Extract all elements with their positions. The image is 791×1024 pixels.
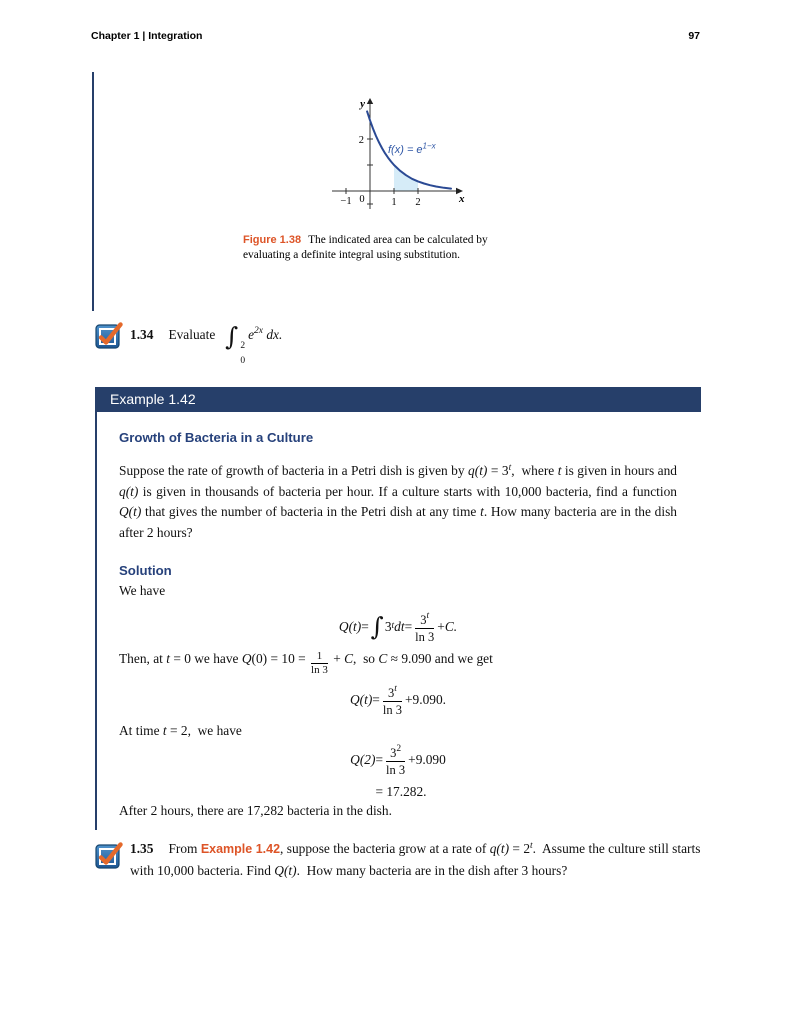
integrand-exponent: 2x: [254, 326, 263, 336]
frac-denominator: ln 3: [415, 629, 435, 644]
checkpoint-prompt: Evaluate: [168, 327, 216, 342]
example-title: Growth of Bacteria in a Culture: [119, 430, 314, 445]
y-tick-label-2: 2: [358, 135, 364, 146]
eq3-row2: = 17.282.: [375, 784, 427, 800]
page-number: 97: [688, 30, 700, 42]
chapter-title: Chapter 1 | Integration: [91, 30, 203, 42]
integrand-base: e: [248, 327, 255, 342]
checkpoint-1-34-content: [130, 324, 701, 369]
example-1-42-link[interactable]: Example 1.42: [200, 842, 281, 856]
frac-numerator-exp: t: [426, 610, 430, 621]
equation-antiderivative: Q(t) = ∫ 3 t dt = $\frac{3^t}{\ln 3}$ + C.: [338, 610, 458, 644]
checkpoint-number: 1.34: [130, 327, 154, 342]
problem-statement: Suppose the rate of growth of bacteria in a Petri dish is given by $q(t) = 3^t$, where t is given in hours and q(t) is given in thousands of bacteria per hour. If a culture starts with 10,000 bacteria, find a function Q(t) that gives the number of bacteria in the Petri dish at any time t. How many bacteria are in the dish after 2 hours?: [119, 463, 677, 540]
y-axis-arrow-icon: [367, 98, 373, 104]
conclusion-line: After 2 hours, there are 17,282 bacteria in the dish.: [119, 802, 392, 818]
eq1-dt: dt: [394, 619, 405, 635]
page-header: [91, 30, 700, 42]
frac-numerator-exp: t: [394, 683, 397, 694]
x-axis-label: x: [459, 193, 465, 205]
then-line: Then, at t = 0 we have Q(0) = 10 = $\frac{1}{\ln 3}$ + C, so C ≈ 9.090 and we get: [119, 650, 493, 677]
solution-heading: Solution: [119, 563, 172, 578]
x-tick-label-2: 2: [415, 197, 421, 208]
frac-numerator-exp: 2: [396, 743, 402, 754]
figure-caption-text: The indicated area can be calculated by evaluating a definite integral using substitution.: [243, 234, 488, 261]
eq2-plus: +: [404, 692, 413, 708]
equation-qt: [119, 682, 677, 718]
equation-q2: [119, 743, 677, 798]
eq3-aligned-column: [375, 743, 445, 798]
integral-sign: ∫: [225, 322, 239, 351]
fraction: [383, 684, 402, 717]
frac-numerator: 3: [387, 685, 395, 700]
differential-dx: dx.: [266, 327, 283, 342]
lower-limit: 0: [240, 356, 246, 367]
x-tick-label-1: 1: [391, 197, 397, 208]
example-body: [95, 412, 701, 830]
eq2-lhs: Q(t): [349, 692, 373, 708]
checkpoint-icon: [95, 841, 123, 869]
eq1-integrand-exp: t: [391, 621, 395, 632]
frac-numerator: 3: [420, 612, 427, 627]
frac-denominator: ln 3: [382, 702, 402, 717]
integral-limits: [240, 339, 245, 369]
fraction: [415, 611, 434, 644]
checkpoint-1-35: [95, 838, 701, 881]
x-tick-label-0: 0: [359, 194, 365, 205]
figure-caption: [243, 233, 515, 262]
eq2-value: 9.090.: [412, 692, 447, 708]
checkpoint-icon: [95, 321, 123, 349]
frac-numerator: 3: [390, 745, 397, 760]
eq1-equals: =: [361, 619, 369, 635]
curve-label: $f(x) = e^{1-x}$: [388, 141, 436, 156]
at-time-line: At time t = 2, we have: [119, 723, 242, 739]
eq1-integrand: 3: [384, 619, 392, 635]
example-continuation-rule: [92, 72, 94, 311]
y-axis-label: y: [360, 98, 365, 110]
example-1-42-box: [95, 387, 701, 830]
example-header-bar: Example 1.42: [95, 387, 701, 412]
eq1-plus: +: [437, 619, 445, 635]
solution-intro: We have: [119, 583, 166, 598]
upper-limit: 2: [240, 341, 246, 351]
x-tick-label-neg1: −1: [340, 196, 352, 207]
frac-denominator: ln 3: [386, 762, 406, 777]
eq3-lhs: Q(2): [350, 752, 376, 768]
checkpoint-1-35-content: 1.35 From Example 1.42, suppose the bacteria grow at a rate of $q(t) = 2^t$. Assume the culture still starts with 10,000 bacteria. Find Q(t). How many bacteria are in the dish after 3 hours?: [130, 841, 701, 878]
eq3-value: 9.090: [415, 752, 446, 768]
figure-label: Figure 1.38: [243, 234, 302, 246]
eq1-constant: C.: [444, 619, 458, 635]
fraction: [386, 744, 405, 777]
eq1-equals-2: =: [404, 619, 413, 635]
eq1-lhs: Q(t): [338, 619, 362, 635]
eq2-equals: =: [372, 692, 380, 708]
checkpoint-1-34: [95, 318, 701, 369]
inline-fraction: $\frac{1}{\ln 3}$: [311, 650, 328, 677]
eq3-plus: +: [408, 752, 416, 768]
eq3-row1: [375, 743, 445, 777]
eq3-equals: =: [375, 752, 384, 768]
figure-graph: [328, 95, 470, 221]
